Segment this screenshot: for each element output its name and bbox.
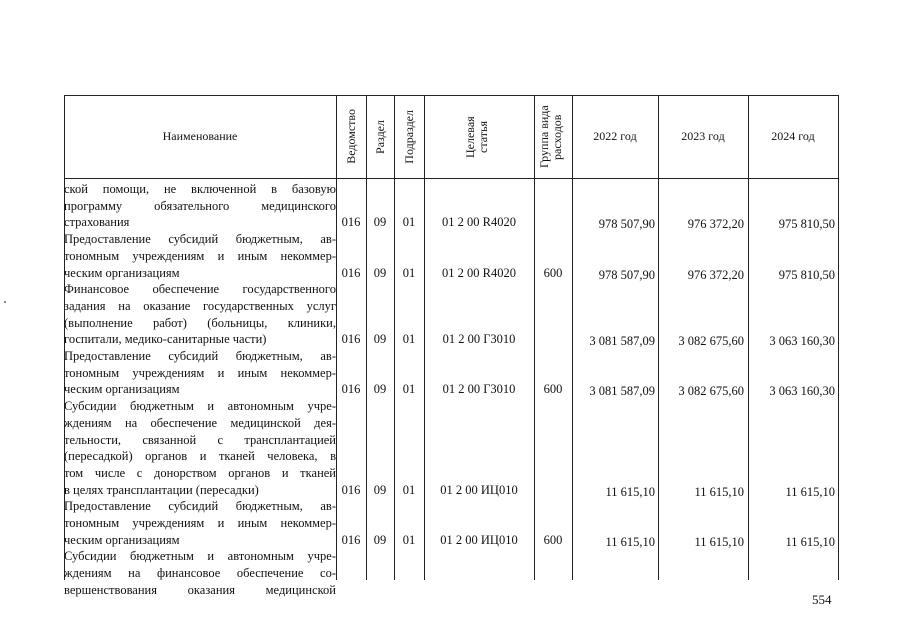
header-2023-text: 2023 год	[681, 129, 725, 143]
cell-dept: 016	[341, 532, 361, 547]
cell-dept: 016	[341, 382, 361, 397]
cell-subsection: 01	[402, 215, 416, 230]
row-name-line: ждениям на обеспечение медицинской дея-	[64, 415, 336, 430]
row-name-line: Субсидии бюджетным и автономным учре-	[64, 549, 336, 564]
row-name-line: страхования	[64, 215, 130, 230]
row-name-line: Субсидии бюджетным и автономным учре-	[64, 399, 336, 414]
row-name-line: ждениям на финансовое обеспечение со-	[64, 566, 336, 581]
row-name-line: ческим организациям	[64, 265, 180, 280]
header-2022	[572, 95, 658, 178]
header-2022-text: 2022 год	[593, 129, 637, 143]
row-name-line: Предоставление субсидий бюджетным, ав-	[64, 232, 336, 247]
cell-subsection: 01	[402, 265, 416, 280]
cell-y2022: 11 615,10	[605, 534, 655, 549]
header-subsection-text: Подраздел	[401, 109, 416, 164]
row-name-line: тономным учреждениям и иным некоммер-	[64, 365, 336, 380]
row-name-line: (выполнение работ) (больницы, клиники,	[64, 315, 336, 330]
header-dept-text: Ведомство	[343, 109, 358, 164]
scan-speck	[4, 301, 6, 303]
cell-y2022: 978 507,90	[598, 217, 655, 232]
cell-group: 600	[543, 382, 563, 397]
cell-section: 09	[373, 265, 387, 280]
cell-dept: 016	[341, 215, 361, 230]
header-name-text: Наименование	[162, 129, 238, 143]
header-bottom-border	[64, 178, 839, 179]
row-name-line: госпитали, медико-санитарные части)	[64, 332, 267, 347]
cell-section: 09	[373, 482, 387, 497]
row-name-line: Предоставление субсидий бюджетным, ав-	[64, 349, 336, 363]
row-name-line: ческим организациям	[64, 532, 180, 547]
cell-target: 01 2 00 Г3010	[442, 332, 516, 347]
row-name-line: ческим организациям	[64, 382, 180, 397]
cell-y2023: 11 615,10	[694, 484, 744, 499]
cell-dept: 016	[341, 332, 361, 347]
header-2024	[748, 95, 838, 178]
budget-table	[64, 95, 839, 597]
row-name-line: Финансовое обеспечение государственного	[64, 282, 336, 297]
cell-target: 01 2 00 R4020	[442, 265, 516, 280]
row-name-line: (пересадкой) органов и тканей человека, в	[64, 449, 336, 464]
cell-y2023: 3 082 675,60	[678, 384, 744, 399]
cell-group: 600	[543, 532, 563, 547]
cell-y2024: 975 810,50	[778, 217, 835, 232]
cell-y2022: 3 081 587,09	[589, 384, 655, 399]
page-number: 554	[812, 592, 832, 607]
cell-section: 09	[373, 215, 387, 230]
header-target-text: Целевая статья	[463, 115, 490, 158]
row-name-line: ской помощи, не включенной в базовую	[64, 182, 336, 196]
cell-subsection: 01	[402, 332, 416, 347]
cell-y2024: 11 615,10	[785, 534, 835, 549]
cell-group: 600	[543, 265, 563, 280]
row-name-line: задания на оказание государственных услуг	[64, 298, 336, 313]
col-border	[838, 95, 839, 580]
cell-y2023: 3 082 675,60	[678, 334, 744, 349]
row-name-line: тономным учреждениям и иным некоммер-	[64, 516, 336, 530]
header-section	[366, 95, 394, 178]
header-dept	[336, 95, 366, 178]
header-subsection	[394, 95, 424, 178]
header-section-text: Раздел	[372, 119, 387, 154]
cell-y2022: 978 507,90	[598, 267, 655, 282]
header-2023	[658, 95, 748, 178]
header-name	[64, 95, 336, 178]
header-target	[424, 95, 534, 178]
cell-y2022: 3 081 587,09	[589, 334, 655, 349]
cell-y2022: 11 615,10	[605, 484, 655, 499]
cell-target: 01 2 00 Г3010	[442, 382, 516, 397]
cell-y2024: 3 063 160,30	[769, 334, 835, 349]
cell-target: 01 2 00 ИЦ010	[440, 482, 518, 497]
cell-target: 01 2 00 R4020	[442, 215, 516, 230]
row-name-line: тельности, связанной с трансплантацией	[64, 432, 336, 447]
cell-subsection: 01	[402, 382, 416, 397]
row-name-line: в целях трансплантации (пересадки)	[64, 482, 259, 497]
header-expense-group	[534, 95, 572, 178]
cell-y2023: 976 372,20	[687, 267, 744, 282]
cell-y2023: 11 615,10	[694, 534, 744, 549]
cell-y2024: 3 063 160,30	[769, 384, 835, 399]
cell-section: 09	[373, 332, 387, 347]
row-name-line: программу обязательного медицинского	[64, 198, 336, 213]
cell-dept: 016	[341, 482, 361, 497]
cell-y2023: 976 372,20	[687, 217, 744, 232]
cell-dept: 016	[341, 265, 361, 280]
row-name-line: вершенствования оказания медицинской	[64, 582, 336, 597]
cell-subsection: 01	[402, 482, 416, 497]
cell-target: 01 2 00 ИЦ010	[440, 532, 518, 547]
cell-y2024: 11 615,10	[785, 484, 835, 499]
header-2024-text: 2024 год	[771, 129, 815, 143]
cell-y2024: 975 810,50	[778, 267, 835, 282]
cell-section: 09	[373, 532, 387, 547]
row-name-line: Предоставление субсидий бюджетным, ав-	[64, 499, 336, 514]
header-expense-group-text: Группа вида расходов	[537, 105, 564, 168]
row-name-line: тономным учреждениям и иным некоммер-	[64, 248, 336, 263]
cell-section: 09	[373, 382, 387, 397]
cell-subsection: 01	[402, 532, 416, 547]
row-name-line: том числе с донорством органов и тканей	[64, 465, 336, 480]
